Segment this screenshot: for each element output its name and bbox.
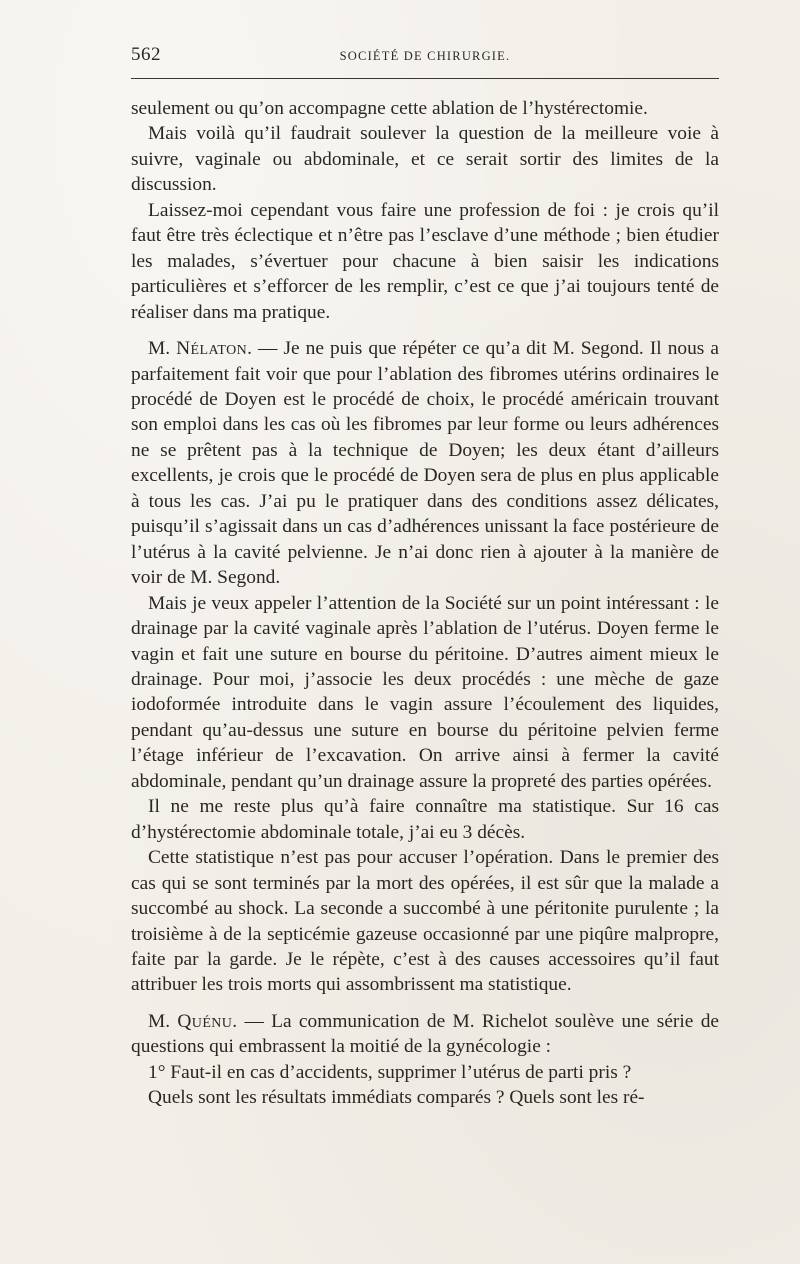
page-body <box>131 96 719 1111</box>
paragraph-text: . — Je ne puis que répéter ce qu’a dit M. Segond. Il nous a parfaitement fait voir que pour l’ablation des fibromes utérins ordinaires le procédé de Doyen est le procédé de choix, le procédé américain trouvant son emploi dans les cas où les fibromes par leur forme ou leurs adhérences ne se prêtent pas à la technique de Doyen; les deux étant d’ailleurs excellents, je crois que le procédé de Doyen sera de plus en plus applicable à tous les cas. J’ai pu le pratiquer dans des conditions assez délicates, puisqu’il s’agissait dans un cas d’adhérences unissant la face postérieure de l’utérus à la cavité pelvienne. Je n’ai donc rien à ajouter à la manière de voir de M. Segond. <box>131 338 719 589</box>
paragraph-profession-de-foi <box>131 198 719 325</box>
header-rule <box>131 78 719 79</box>
paragraph-question-1 <box>131 1060 719 1085</box>
running-head: SOCIÉTÉ DE CHIRURGIE. <box>339 49 511 63</box>
speaker-prefix: M. <box>148 338 177 360</box>
paragraph-nelaton <box>131 336 719 591</box>
paragraph-statistique <box>131 794 719 845</box>
paragraph-text: Quels sont les résultats immédiats comparés ? Quels sont les ré- <box>148 1087 645 1109</box>
paragraph-text: Laissez-moi cependant vous faire une profession de foi : je crois qu’il faut être très éclectique et n’être pas l’esclave d’une méthode ; bien étudier les malades, s’évertuer pour chacune à bien saisir les indications particulières et s’efforcer de les remplir, c’est ce que j’ai toujours tenté de réaliser dans ma pratique. <box>131 199 719 323</box>
paragraph-drainage <box>131 591 719 795</box>
paragraph-voie <box>131 121 719 197</box>
paragraph-text: Mais voilà qu’il faudrait soulever la question de la meilleure voie à suivre, vaginale ou abdominale, et ce serait sortir des limites de la discussion. <box>131 123 719 196</box>
paragraph-text: Il ne me reste plus qu’à faire connaître ma statistique. Sur 16 cas d’hystérectomie abdominale totale, j’ai eu 3 décès. <box>131 796 719 843</box>
paragraph-text: 1° Faut-il en cas d’accidents, supprimer l’utérus de parti pris ? <box>148 1061 632 1083</box>
speaker-name: Quénu <box>177 1010 233 1032</box>
paragraph-quenu <box>131 1009 719 1060</box>
paragraph-text: . — La communication de M. Richelot soulève une série de questions qui embrassent la moitié de la gynécologie : <box>131 1010 719 1058</box>
speaker-prefix: M. <box>148 1010 178 1032</box>
paragraph-results <box>131 1085 719 1110</box>
paragraph-text: Mais je veux appeler l’attention de la Société sur un point intéressant : le drainage par la cavité vaginale après l’ablation de l’utérus. Doyen ferme le vagin et fait une suture en bourse du péritoine. D’autres aiment mieux le drainage. Pour moi, j’associe les deux procédés : une mèche de gaze iodoformée introduite dans le vagin assure l’écoulement des liquides, pendant qu’au-dessus une suture en bourse du péritoine pelvien ferme l’étage inférieur de l’excavation. On arrive ainsi à fermer la cavité abdominale, pendant qu’un drainage assure la propreté des parties opérées. <box>131 592 719 792</box>
paragraph-text: seulement ou qu’on accompagne cette ablation de l’hystérectomie. <box>131 98 648 119</box>
paragraph-continuation <box>131 96 719 121</box>
page-number: 562 <box>131 44 161 65</box>
speaker-name: Nélaton <box>176 338 248 360</box>
page-header <box>131 44 719 72</box>
paragraph-operation <box>131 845 719 998</box>
paragraph-text: Cette statistique n’est pas pour accuser l’opération. Dans le premier des cas qui se sont terminés par la mort des opérées, il est sûr que la malade a succombé au shock. La seconde a succombé à une péritonite purulente ; la troisième à de la septicémie gazeuse occasionné par une piqûre malpropre, faite par la garde. Je le répète, c’est à des causes accessoires qu’il faut attribuer les trois morts qui assombrissent ma statistique. <box>131 847 719 996</box>
